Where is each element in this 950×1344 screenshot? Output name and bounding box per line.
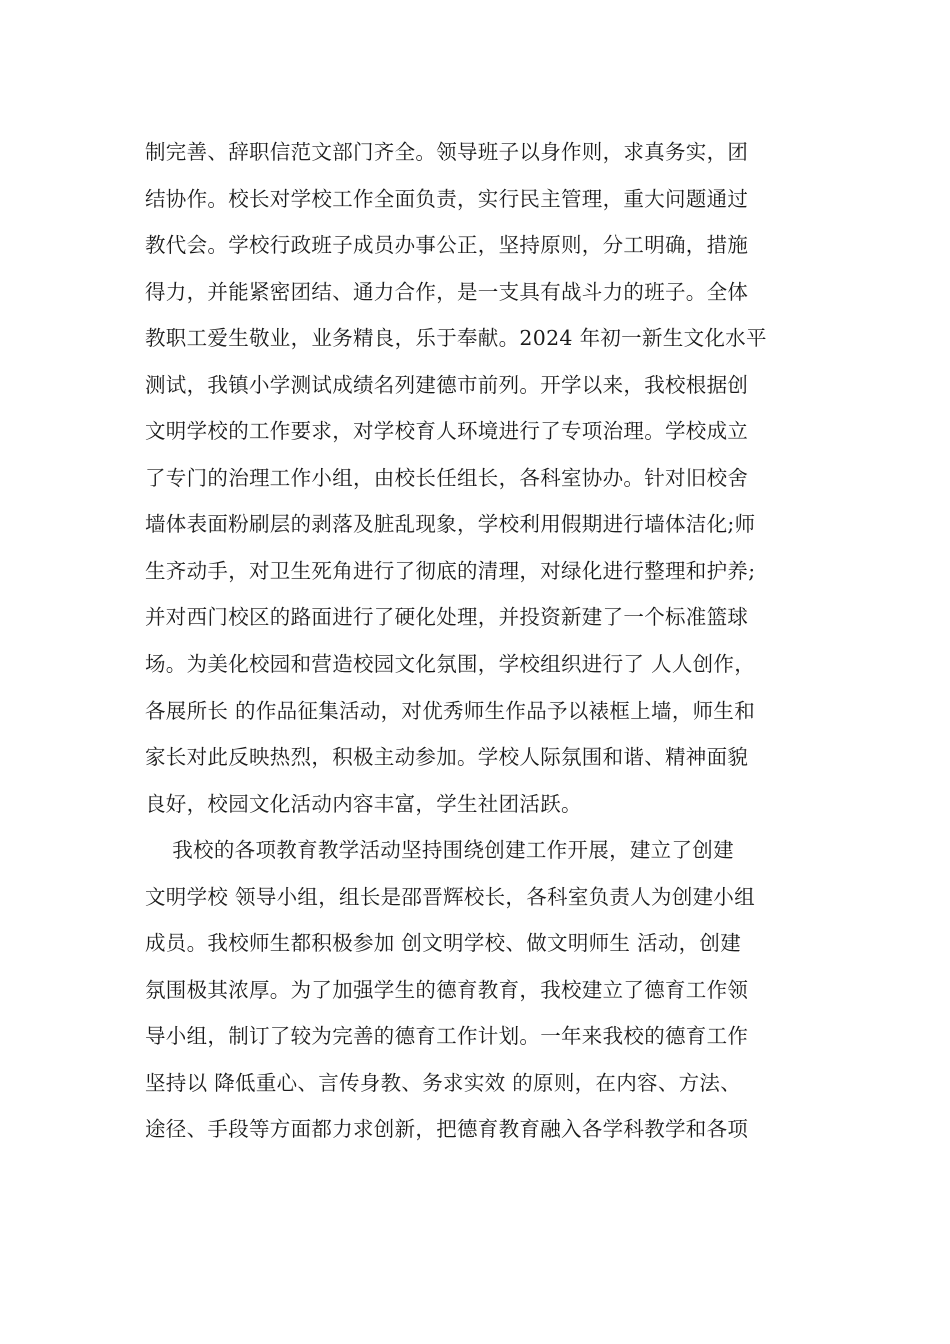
text-line: 得力，并能紧密团结、通力合作，是一支具有战斗力的班子。全体: [145, 279, 749, 304]
text-line: 我校的各项教育教学活动坚持围绕创建工作开展，建立了创建: [145, 838, 734, 863]
text-line: 成员。我校师生都积极参加 创文明学校、做文明师生 活动，创建: [145, 931, 742, 956]
text-line: 文明学校 领导小组，组长是邵晋辉校长，各科室负责人为创建小组: [145, 884, 756, 909]
text-line: 生齐动手，对卫生死角进行了彻底的清理，对绿化进行整理和护养;: [145, 558, 756, 583]
text-line: 测试，我镇小学测试成绩名列建德市前列。开学以来，我校根据创: [145, 372, 749, 397]
text-line: 氛围极其浓厚。为了加强学生的德育教育，我校建立了德育工作领: [145, 977, 749, 1002]
text-line: 坚持以 降低重心、言传身教、务求实效 的原则，在内容、方法、: [145, 1070, 742, 1095]
text-line: 场。为美化校园和营造校园文化氛围，学校组织进行了 人人创作，: [145, 652, 756, 677]
text-line: 结协作。校长对学校工作全面负责，实行民主管理，重大问题通过: [145, 186, 749, 211]
text-line: 墙体表面粉刷层的剥落及脏乱现象，学校利用假期进行墙体洁化;师: [145, 512, 756, 537]
text-line: 家长对此反映热烈，积极主动参加。学校人际氛围和谐、精神面貌: [145, 745, 749, 770]
text-line: 教职工爱生敬业，业务精良，乐于奉献。2024 年初一新生文化水平: [145, 326, 767, 351]
text-line: 途径、手段等方面都力求创新，把德育教育融入各学科教学和各项: [145, 1117, 749, 1142]
text-line: 各展所长 的作品征集活动，对优秀师生作品予以裱框上墙，师生和: [145, 698, 756, 723]
text-line: 文明学校的工作要求，对学校育人环境进行了专项治理。学校成立: [145, 419, 749, 444]
text-line: 良好，校园文化活动内容丰富，学生社团活跃。: [145, 791, 582, 816]
text-line: 制完善、辞职信范文部门齐全。领导班子以身作则，求真务实，团: [145, 140, 749, 164]
text-line: 教代会。学校行政班子成员办事公正，坚持原则，分工明确，措施: [145, 233, 749, 258]
text-line: 了专门的治理工作小组，由校长任组长，各科室协办。针对旧校舍: [145, 465, 749, 490]
text-line: 并对西门校区的路面进行了硬化处理，并投资新建了一个标准篮球: [145, 605, 749, 630]
body-text: [145, 129, 810, 1153]
text-line: 导小组，制订了较为完善的德育工作计划。一年来我校的德育工作: [145, 1024, 749, 1049]
